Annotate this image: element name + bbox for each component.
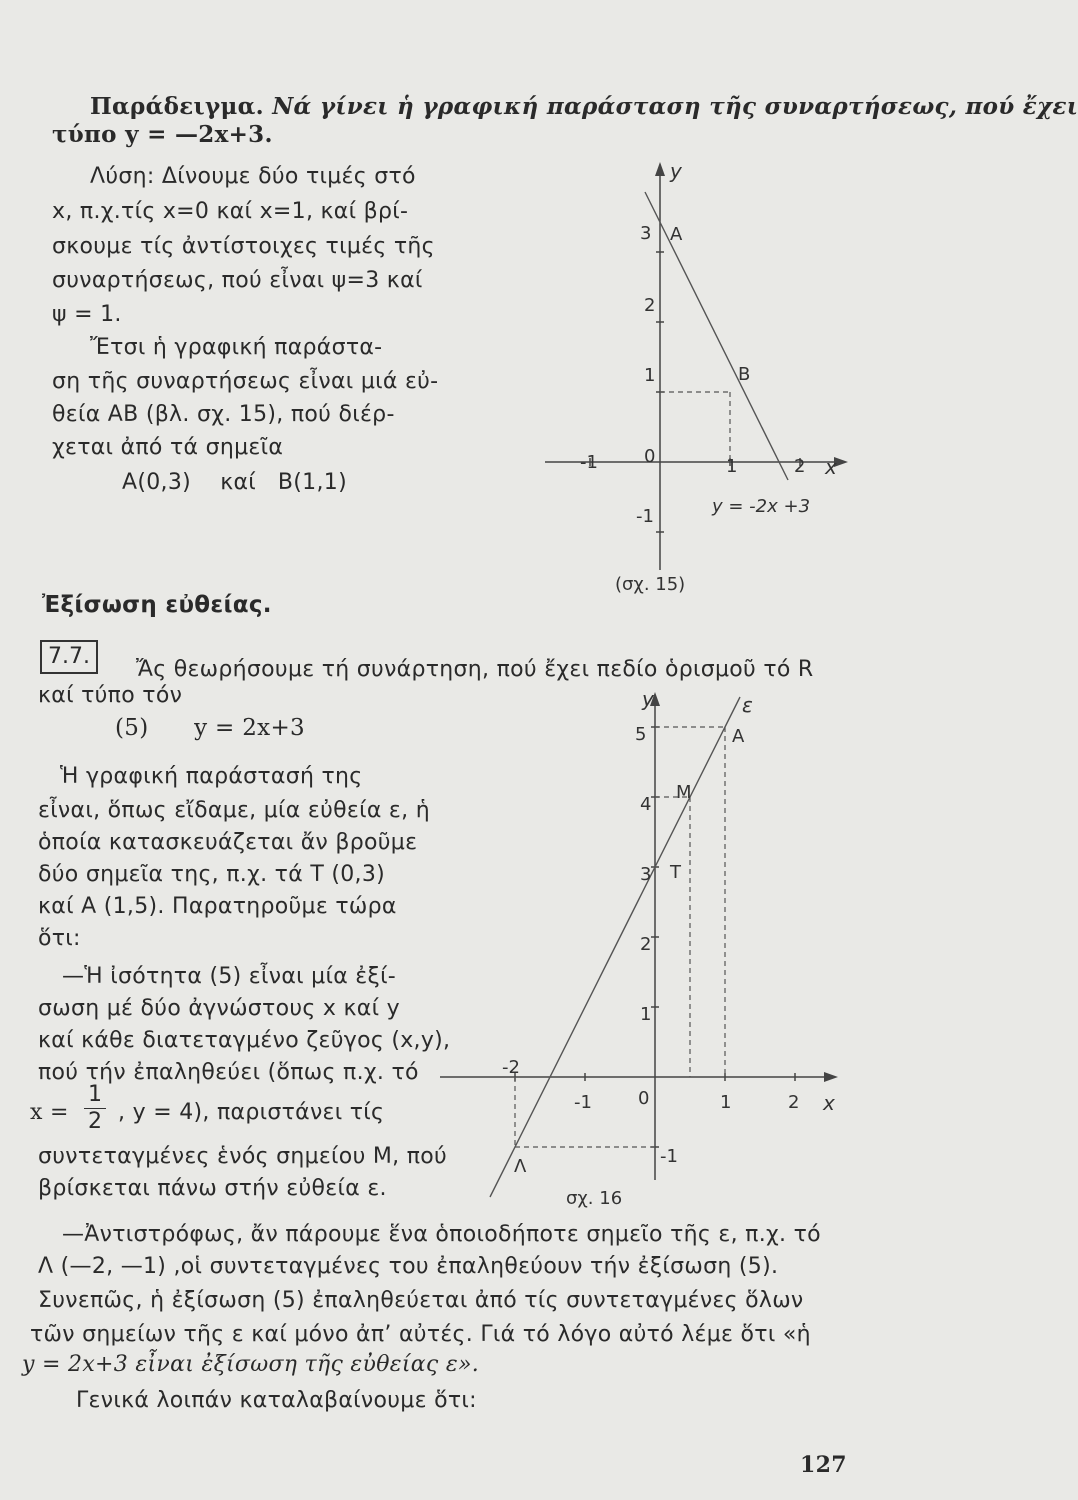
para1-line-2: ὁποία κατασκευάζεται ἄν βροῦμε: [38, 830, 418, 855]
solution-text-0: Δίνουμε δύο τιμές στό: [161, 164, 416, 189]
para4-line-4: y = 2x+3 εἶναι ἐξίσωση τῆς εὐθείας ε».: [22, 1352, 480, 1377]
para1-line-4: καί Α (1,5). Παρατηροῦμε τώρα: [38, 894, 397, 919]
fig15-tick-label-x-neg1: -1: [580, 452, 598, 473]
point-a-coords: Α(0,3): [122, 470, 192, 495]
fig16-point-a-label: A: [732, 726, 745, 747]
fig15-equation: y = -2x +3: [712, 496, 811, 517]
example-statement-2: τύπο y = —2x+3.: [52, 121, 273, 148]
example-statement-1: Νά γίνει ἡ γραφική παράσταση τῆς συναρτήσεως, πού ἔχει: [272, 93, 1078, 120]
para4-line-1: Λ (—2, —1) ,οἱ συντεταγμένες του ἐπαληθεύουν τήν ἐξίσωση (5).: [38, 1254, 779, 1279]
fraction-one-half: [84, 1082, 106, 1135]
fig16-point-l-label: Λ: [514, 1156, 527, 1177]
fig15-point-a-label: A: [670, 224, 683, 245]
para4-line-3: τῶν σημείων τῆς ε καί μόνο ἀπ’ αὐτές. Γιά τό λόγο αὐτό λέμε ὅτι «ἡ: [30, 1322, 811, 1347]
solution-line-6: ση τῆς συναρτήσεως εἶναι μιά εὐ-: [52, 369, 439, 394]
fig15-y-label: y: [670, 159, 682, 183]
fig16-tick-label-y-5: 5: [635, 724, 647, 745]
fig15-caption: (σχ. 15): [615, 574, 686, 595]
fig15-line-ab: [645, 192, 788, 480]
fig16-tick-label-x-0: 0: [638, 1088, 650, 1109]
fig16-tick-label-y-4: 4: [640, 794, 652, 815]
fraction-denominator: 2: [88, 1109, 102, 1134]
fig16-tick-label-x-neg1: -1: [574, 1092, 592, 1113]
para3-line-1: βρίσκεται πάνω στήν εὐθεία ε.: [38, 1176, 387, 1201]
solution-points: [122, 468, 347, 498]
fig15-x-label: x: [825, 455, 837, 479]
fig16-tick-label-x-2: 2: [788, 1092, 800, 1113]
para4-line-0: —Ἀντιστρόφως, ἄν πάρουμε ἕνα ὁποιοδήποτε σημεῖο τῆς ε, π.χ. τό: [62, 1222, 821, 1247]
fig16-tick-label-y-3: 3: [640, 864, 652, 885]
fig15-y-arrow: [655, 162, 665, 176]
section-intro-1: Ἄς θεωρήσουμε τή συνάρτηση, πού ἔχει πεδίο ὁρισμοῦ τό R: [136, 657, 814, 682]
fig16-line-label: ε: [742, 693, 753, 717]
page-number: 127: [800, 1452, 847, 1478]
fig15-tick-label-y-2: 2: [644, 295, 656, 316]
fig16-x-label: x: [823, 1091, 835, 1115]
para2-line-2: καί κάθε διατεταγμένο ζεῦγος (x,y),: [38, 1028, 451, 1053]
solution-label: Λύση:: [90, 164, 155, 189]
fig15-tick-label-y-3: 3: [640, 223, 652, 244]
fig16-tick-label-y-1: 1: [640, 1004, 652, 1025]
fig16-line-e: [490, 697, 740, 1197]
equation-number: (5): [115, 715, 149, 741]
para1-line-0: Ἡ γραφική παράστασή της: [60, 764, 363, 789]
fig15-tick-label-y-1: 1: [644, 365, 656, 386]
figure-15: [480, 150, 860, 600]
fig15-tick-label-x-2: 2: [794, 456, 806, 477]
example-label: Παράδειγμα.: [90, 93, 264, 120]
fig16-tick-label-x-1: 1: [720, 1092, 732, 1113]
fig16-y-label: y: [642, 687, 654, 711]
fig16-point-m-label: M: [676, 782, 692, 803]
solution-line-5: Ἔτσι ἡ γραφική παράστα-: [90, 335, 383, 360]
solution-line-0: [90, 162, 416, 192]
para4-line-2: Συνεπῶς, ἡ ἐξίσωση (5) ἐπαληθεύεται ἀπό τίς συντεταγμένες ὅλων: [38, 1288, 804, 1313]
fraction-numerator: 1: [88, 1082, 102, 1107]
equation: y = 2x+3: [194, 715, 305, 741]
solution-line-4: ψ = 1.: [52, 302, 122, 327]
section-heading: Ἐξίσωση εὐθείας.: [42, 592, 272, 618]
solution-line-3: συναρτήσεως, πού εἶναι ψ=3 καί: [52, 268, 423, 293]
frac-rest: , y = 4), παριστάνει τίς: [118, 1100, 385, 1125]
fig15-tick-label-x-1: 1: [726, 456, 738, 477]
fig16-point-t-label: T: [670, 862, 681, 883]
fig16-caption: σχ. 16: [566, 1188, 623, 1209]
solution-line-1: x, π.χ.τίς x=0 καί x=1, καί βρί-: [52, 199, 409, 224]
fig16-x-arrow: [824, 1072, 838, 1082]
para1-line-3: δύο σημεῖα της, π.χ. τά Τ (0,3): [38, 862, 386, 887]
example-line-1: [90, 92, 1078, 122]
para3-line-0: συντεταγμένες ἑνός σημείου Μ, πού: [38, 1144, 448, 1169]
solution-line-7: θεία ΑΒ (βλ. σχ. 15), πού διέρ-: [52, 402, 395, 427]
solution-line-8: χεται ἀπό τά σημεῖα: [52, 435, 284, 460]
fig15-tick-label-y-neg1: -1: [636, 506, 654, 527]
para1-line-5: ὅτι:: [38, 926, 81, 951]
section-equation-line: [115, 713, 305, 743]
closing-line: Γενικά λοιπάν καταλαβαίνουμε ὅτι:: [76, 1388, 477, 1413]
solution-line-2: σκουμε τίς ἀντίστοιχες τιμές τῆς: [52, 234, 435, 259]
fig16-tick-label-y-neg1: -1: [660, 1146, 678, 1167]
fig15-tick-label-x-0: 0: [644, 446, 656, 467]
point-b-coords: Β(1,1): [277, 470, 347, 495]
points-and: καί: [220, 470, 257, 495]
para2-line-1: σωση μέ δύο ἀγνώστους x καί y: [38, 996, 400, 1021]
section-number: 7.7.: [40, 640, 98, 674]
para1-line-1: εἶναι, ὅπως εἴδαμε, μία εὐθεία ε, ἡ: [38, 798, 430, 823]
fig16-tick-label-x-neg2: -2: [502, 1057, 520, 1078]
fig16-tick-label-y-2: 2: [640, 934, 652, 955]
figure-16: [430, 680, 870, 1220]
fig15-point-b-label: B: [738, 364, 751, 385]
frac-x: x =: [30, 1100, 69, 1125]
para2-line-3: πού τήν ἐπαληθεύει (ὅπως π.χ. τό: [38, 1060, 419, 1085]
para2-line-0: —Ἡ ἰσότητα (5) εἶναι μία ἐξί-: [62, 964, 397, 989]
section-intro-2: καί τύπο τόν: [38, 683, 183, 708]
